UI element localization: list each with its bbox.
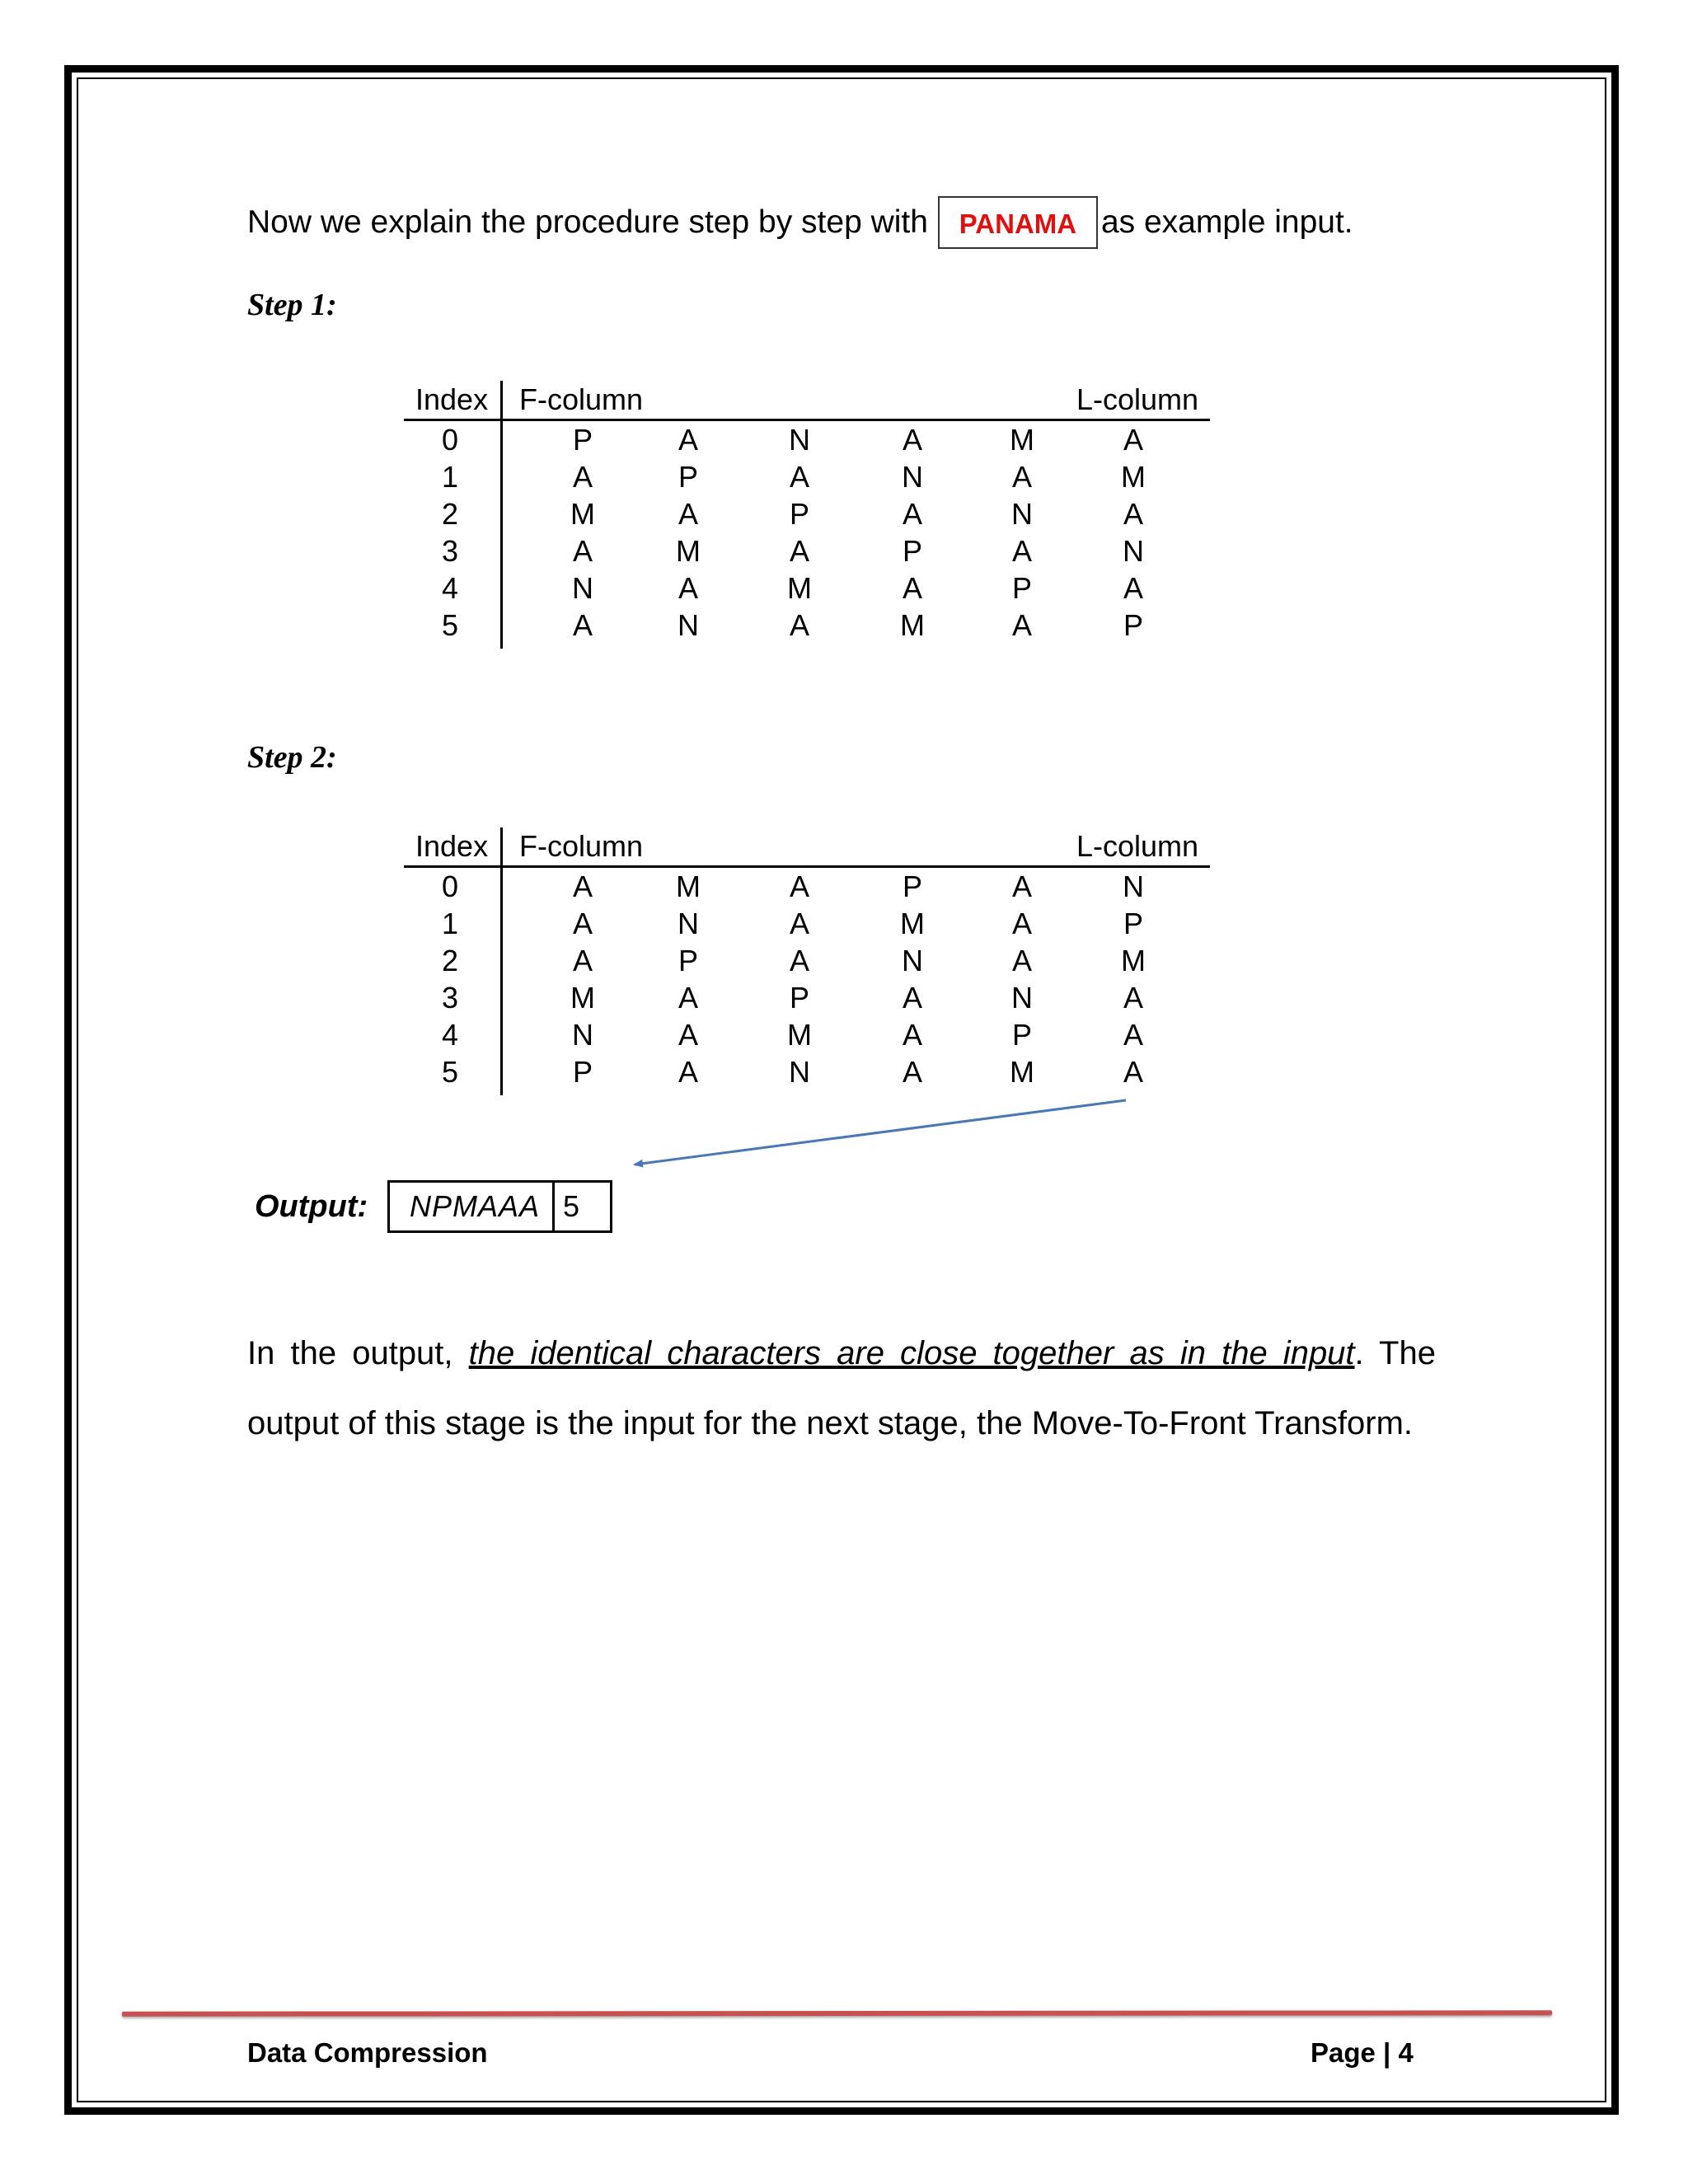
table-cell: A (789, 944, 809, 977)
table-cell: M (1010, 1055, 1034, 1089)
table-cell: P (902, 869, 922, 903)
table-cell: P (902, 534, 922, 568)
table-cell: A (789, 534, 809, 568)
table-cell: A (1011, 608, 1032, 642)
step1-label: Step 1: (247, 288, 337, 322)
intro-text-before: Now we explain the procedure step by step with (247, 204, 928, 240)
table-cell: A (789, 608, 809, 642)
output-sequence: NPMAAA (390, 1183, 555, 1230)
table-cell: P (1123, 608, 1143, 642)
table-cell: N (1123, 534, 1144, 568)
row-index: 4 (441, 1018, 459, 1052)
row-index: 5 (441, 1055, 459, 1089)
table-cell: M (1121, 460, 1146, 494)
table-cell: A (1011, 907, 1032, 940)
table-cell: A (572, 907, 593, 940)
row-index: 2 (441, 944, 459, 977)
explanation-paragraph (247, 1319, 1436, 1459)
paragraph-text-2: . The output of this stage is the input for the next stage, the Move-To-Front Transform. (247, 1335, 1436, 1441)
table-cell: A (789, 907, 809, 940)
table-cell: N (902, 460, 923, 494)
table-cell: P (789, 981, 809, 1015)
table-cell: N (789, 423, 810, 457)
table-cell: A (572, 534, 593, 568)
table-cell: A (1123, 571, 1143, 605)
table-cell: A (1123, 497, 1143, 531)
paragraph-text-1: In the output, (247, 1335, 469, 1371)
table-cell: N (789, 1055, 810, 1089)
table-cell: A (902, 497, 922, 531)
table-cell: A (1011, 534, 1032, 568)
header-l-column: L-column (1076, 382, 1198, 416)
table-cell: P (678, 460, 698, 494)
header-f-column: F-column (519, 382, 644, 416)
table-cell: A (678, 423, 698, 457)
table-cell: A (678, 981, 698, 1015)
header-index: Index (415, 829, 489, 863)
table-cell: N (1123, 869, 1144, 903)
table-cell: M (900, 907, 925, 940)
table-cell: A (572, 869, 593, 903)
table-cell: A (789, 869, 809, 903)
table-cell: A (1011, 869, 1032, 903)
table-cell: A (902, 571, 922, 605)
row-index: 1 (441, 460, 459, 494)
step2-label: Step 2: (247, 740, 337, 775)
table-cell: A (789, 460, 809, 494)
table-cell: P (789, 497, 809, 531)
table-cell: N (1011, 497, 1033, 531)
table-cell: M (787, 1018, 812, 1052)
table-cell: A (902, 1055, 922, 1089)
table-cell: M (1010, 423, 1034, 457)
table-cell: N (572, 1018, 593, 1052)
output-index: 5 (563, 1189, 580, 1223)
table-cell: M (570, 981, 595, 1015)
table-cell: A (1123, 981, 1143, 1015)
example-input-box: PANAMA (938, 196, 1098, 249)
table-cell: M (676, 869, 701, 903)
row-index: 0 (441, 423, 459, 457)
row-index: 4 (441, 571, 459, 605)
table-cell: A (572, 944, 593, 977)
table-cell: N (1011, 981, 1033, 1015)
table-cell: N (902, 944, 923, 977)
table-cell: A (678, 1055, 698, 1089)
table-cell: M (676, 534, 701, 568)
table-cell: A (1123, 423, 1143, 457)
table-cell: P (572, 1055, 593, 1089)
footer-page-number: Page | 4 (1311, 2037, 1414, 2068)
table-cell: A (902, 1018, 922, 1052)
row-index: 0 (441, 869, 459, 903)
row-index: 3 (441, 534, 459, 568)
row-index: 5 (441, 608, 459, 642)
table-cell: A (1123, 1055, 1143, 1089)
table-cell: A (678, 571, 698, 605)
table-cell: N (572, 571, 593, 605)
table-cell: A (1011, 944, 1032, 977)
table-cell: P (1011, 571, 1032, 605)
table-cell: M (570, 497, 595, 531)
table-cell: A (1011, 460, 1032, 494)
arrow-line (635, 1100, 1126, 1165)
table-cell: M (1121, 944, 1146, 977)
table-cell: A (572, 608, 593, 642)
table-cell: A (902, 981, 922, 1015)
paragraph-emphasis: the identical characters are close together as in the input (468, 1335, 1355, 1371)
table-cell: A (678, 497, 698, 531)
table-cell: P (572, 423, 593, 457)
table-cell: N (678, 608, 699, 642)
table-cell: A (902, 423, 922, 457)
table-cell: P (1123, 907, 1143, 940)
row-index: 1 (441, 907, 459, 940)
output-label: Output: (255, 1189, 368, 1224)
header-l-column: L-column (1076, 829, 1198, 863)
table-cell: A (678, 1018, 698, 1052)
intro-text-after: as example input. (1100, 204, 1353, 240)
table-cell: P (678, 944, 698, 977)
row-index: 3 (441, 981, 459, 1015)
table-cell: A (1123, 1018, 1143, 1052)
table-cell: M (787, 571, 812, 605)
footer-title: Data Compression (247, 2037, 488, 2068)
output-box (387, 1180, 612, 1233)
table-cell: A (572, 460, 593, 494)
header-f-column: F-column (519, 829, 644, 863)
header-index: Index (415, 382, 489, 416)
table-cell: N (678, 907, 699, 940)
table-cell: M (900, 608, 925, 642)
table-cell: P (1011, 1018, 1032, 1052)
row-index: 2 (441, 497, 459, 531)
